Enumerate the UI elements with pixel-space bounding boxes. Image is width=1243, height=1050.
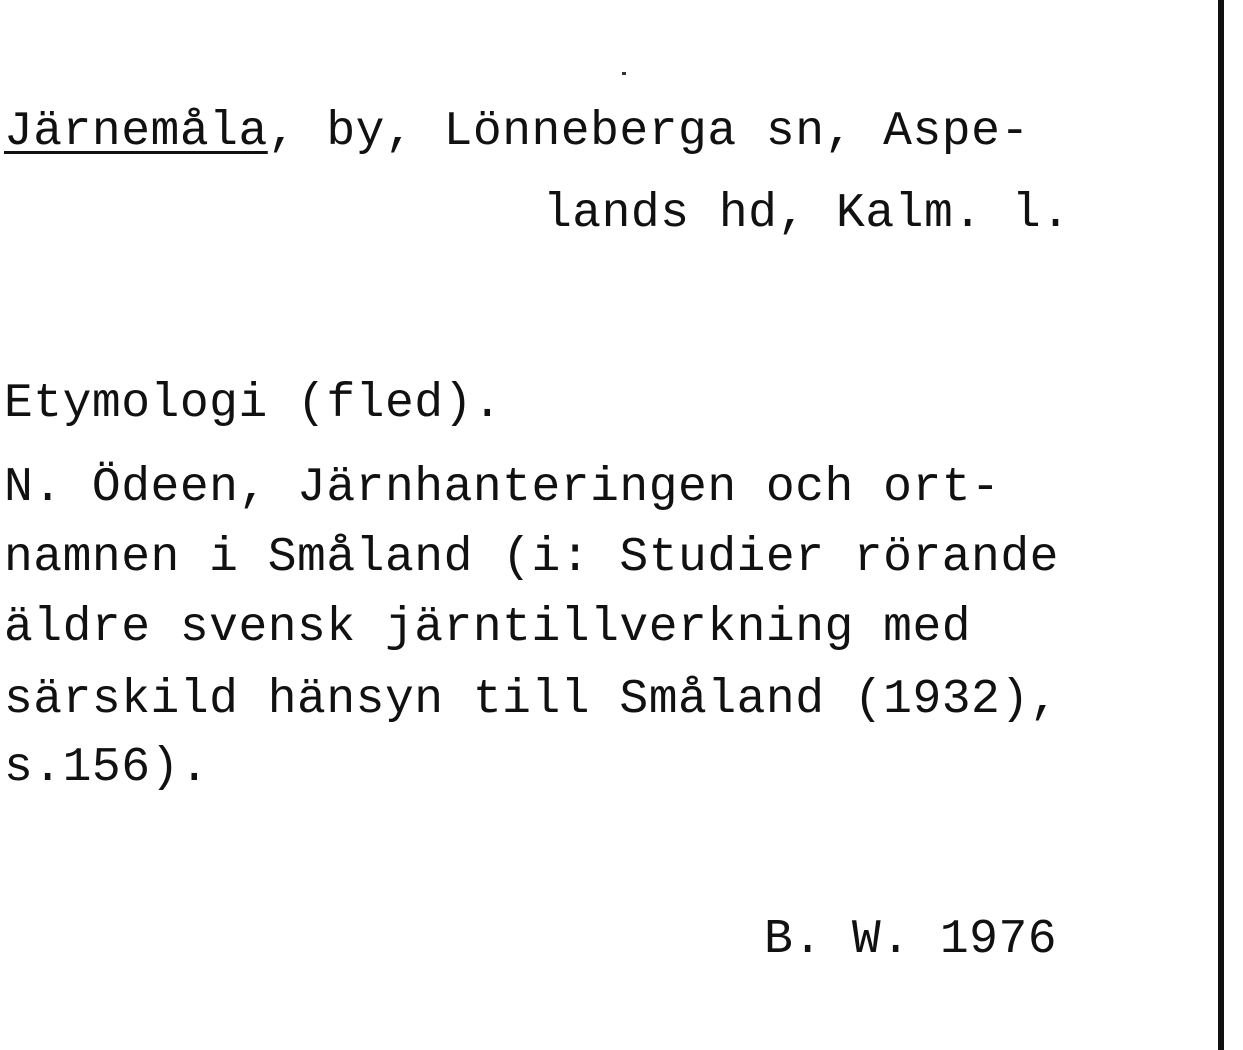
body-line-etymology: Etymologi (fled). (4, 377, 503, 431)
header-line-2: lands hd, Kalm. l. (543, 187, 1071, 241)
header-location: , by, Lönneberga sn, Aspe- (267, 105, 1030, 159)
header-line-1 (4, 104, 1030, 160)
body-line-reference: s.156). (4, 741, 210, 795)
body-line-reference: äldre svensk järntillverkning med (4, 601, 972, 655)
body-line-reference: namnen i Småland (i: Studier rörande (4, 531, 1059, 585)
paper-speck (622, 72, 626, 75)
card-edge-line (1218, 0, 1224, 1050)
headword: Järnemåla (4, 105, 268, 159)
signature: B. W. 1976 (764, 913, 1058, 967)
body-line-reference: särskild hänsyn till Småland (1932), (4, 673, 1059, 727)
body-line-reference: N. Ödeen, Järnhanteringen och ort- (4, 461, 1001, 515)
